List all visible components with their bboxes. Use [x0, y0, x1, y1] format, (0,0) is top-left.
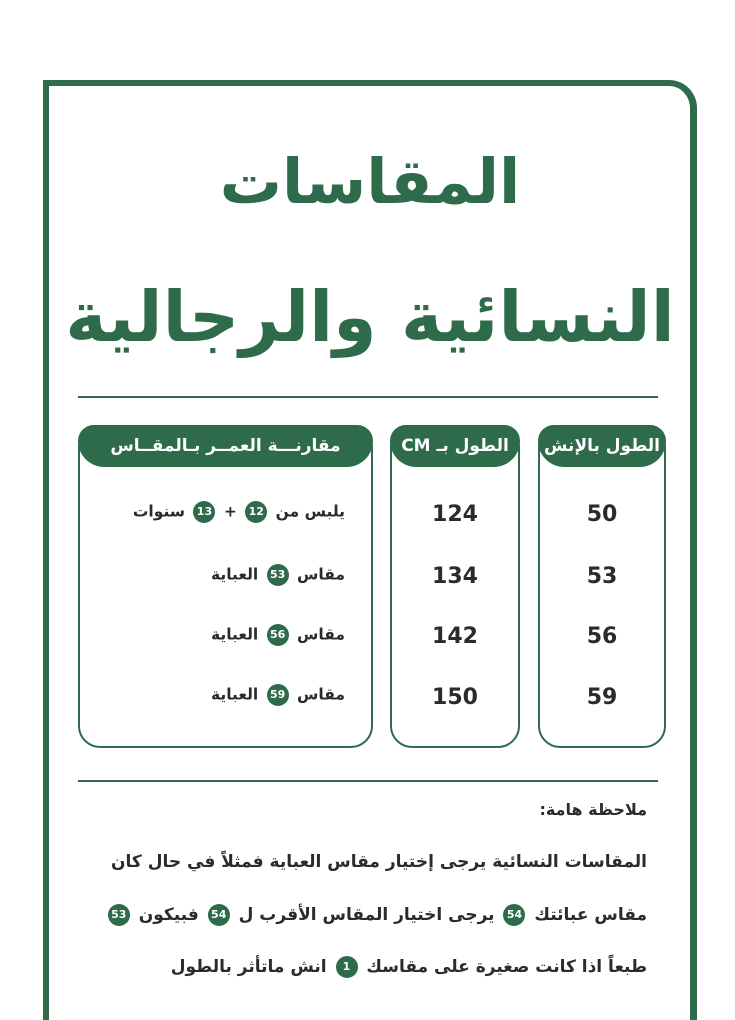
note-text: يرجى اختيار المقاس الأقرب ل	[238, 905, 495, 925]
age-column-header: مقارنـــة العمــر بـالمقــاس	[78, 425, 373, 467]
note-heading: ملاحظة هامة:	[539, 800, 647, 819]
age-row-prefix: مقاس	[297, 565, 345, 584]
age-row-suffix: سنوات	[132, 502, 186, 521]
note-line: المقاسات النسائية يرجى إختيار مقاس العباية فمثلاً في حال كان	[111, 852, 647, 872]
number-badge: 12	[245, 501, 267, 523]
number-badge: 59	[267, 684, 289, 706]
number-badge: 54	[208, 904, 230, 926]
age-row-suffix: العباية	[210, 565, 259, 584]
notes-divider	[78, 780, 658, 782]
number-badge: 53	[108, 904, 130, 926]
age-row-suffix: العباية	[210, 625, 259, 644]
number-badge: 1	[336, 956, 358, 978]
inch-cell: 59	[586, 685, 618, 710]
age-comparison-column	[78, 425, 373, 748]
cm-column	[390, 425, 520, 748]
age-row	[90, 624, 345, 646]
age-row	[90, 564, 345, 586]
age-row-prefix: مقاس	[297, 625, 345, 644]
note-text: مقاس عبائتك	[534, 905, 647, 925]
inch-column	[538, 425, 666, 748]
age-row	[90, 501, 345, 523]
number-badge: 56	[267, 624, 289, 646]
age-row	[90, 684, 345, 706]
cm-cell: 150	[432, 685, 478, 710]
inch-cell: 53	[586, 564, 618, 589]
number-badge: 53	[267, 564, 289, 586]
note-text: فبيكون	[138, 905, 199, 925]
note-line	[87, 956, 647, 978]
age-row-suffix: العباية	[210, 685, 259, 704]
age-row-prefix: مقاس	[297, 685, 345, 704]
page-title-line1: المقاسات	[219, 145, 521, 218]
cm-cell: 124	[432, 502, 478, 527]
inch-cell: 56	[586, 624, 618, 649]
title-divider	[78, 396, 658, 398]
note-text: انش ماتأثر بالطول	[170, 957, 327, 977]
plus-sign: +	[223, 502, 237, 521]
number-badge: 13	[193, 501, 215, 523]
cm-cell: 142	[432, 624, 478, 649]
cm-cell: 134	[432, 564, 478, 589]
cm-column-header: الطول بـ CM	[390, 425, 520, 467]
note-text: طبعاً اذا كانت صغيرة على مقاسك	[366, 957, 647, 977]
page-title-line2: النسائية والرجالية	[65, 276, 675, 358]
inch-cell: 50	[586, 502, 618, 527]
number-badge: 54	[503, 904, 525, 926]
note-line	[87, 904, 647, 926]
age-row-prefix: يلبس من	[275, 502, 345, 521]
inch-column-header: الطول بالإنش	[538, 425, 666, 467]
